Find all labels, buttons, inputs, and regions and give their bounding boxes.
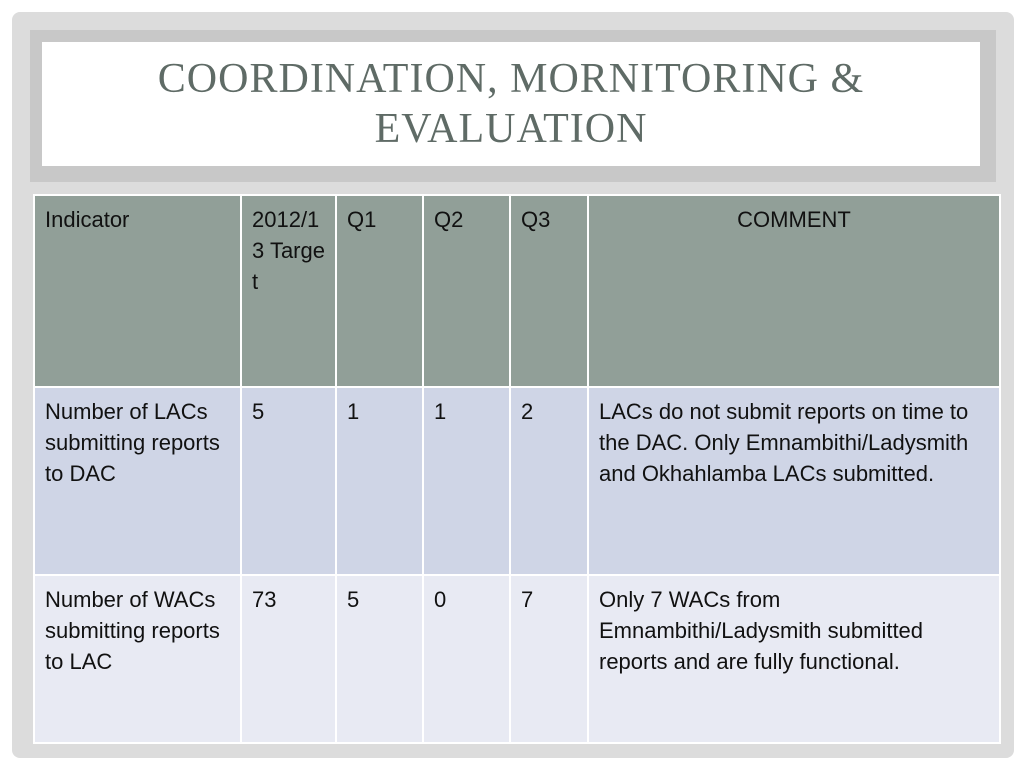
header-q2: Q2 [423,195,510,387]
cell-q2: 1 [423,387,510,575]
cell-indicator: Number of WACs submitting reports to LAC [34,575,241,743]
cell-q1: 1 [336,387,423,575]
header-q3: Q3 [510,195,588,387]
cell-q1: 5 [336,575,423,743]
header-target: 2012/13 Target [241,195,336,387]
table-row [34,387,1000,575]
header-comment: COMMENT [588,195,1000,387]
cell-indicator: Number of LACs submitting reports to DAC [34,387,241,575]
table-header-row [34,195,1000,387]
table-row [34,575,1000,743]
title-box [42,42,980,166]
cell-q2: 0 [423,575,510,743]
indicator-table [33,194,1001,744]
cell-target: 5 [241,387,336,575]
cell-comment: Only 7 WACs from Emnambithi/Ladysmith submitted reports and are fully functional. [588,575,1000,743]
cell-q3: 2 [510,387,588,575]
cell-target: 73 [241,575,336,743]
header-q1: Q1 [336,195,423,387]
cell-q3: 7 [510,575,588,743]
slide-title: COORDINATION, MORNITORING & EVALUATION [157,56,865,152]
header-indicator: Indicator [34,195,241,387]
cell-comment: LACs do not submit reports on time to the DAC. Only Emnambithi/Ladysmith and Okhahlamba LACs submitted. [588,387,1000,575]
